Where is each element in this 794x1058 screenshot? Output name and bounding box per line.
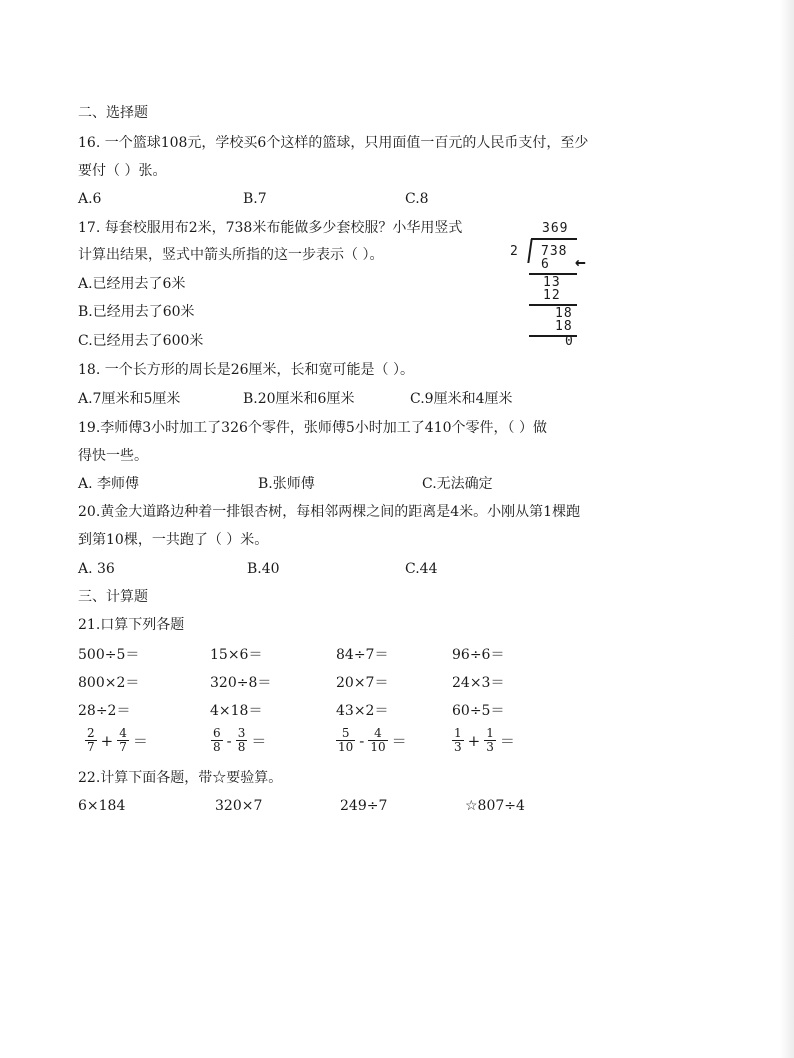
division-remainder: 0 — [565, 334, 574, 349]
q17-option-c: C.已经用去了600米 — [78, 333, 204, 349]
q22-item-1: 6×184 — [78, 798, 126, 814]
calc-r3-c3: 43×2＝ — [336, 703, 389, 719]
fraction: $\frac{4}{10}$ — [370, 726, 386, 754]
division-step-4: 18 — [555, 306, 573, 321]
calc-r1-c4: 96÷6＝ — [452, 647, 505, 663]
calc-r1-c1: 500÷5＝ — [78, 647, 140, 663]
q18-line1: 18. 一个长方形的周长是26厘米，长和宽可能是（ ）。 — [78, 362, 414, 378]
q17-line2: 计算出结果，竖式中箭头所指的这一步表示（ ）。 — [78, 247, 384, 263]
division-step-2: 13 — [543, 275, 561, 290]
calc-r1-c3: 84÷7＝ — [336, 647, 389, 663]
q16-option-a: A.6 — [78, 191, 102, 207]
division-quotient: 369 — [542, 221, 569, 236]
q19-line2: 得快一些。 — [78, 448, 148, 464]
division-bracket — [527, 239, 532, 263]
q19-option-c: C.无法确定 — [422, 476, 493, 492]
division-top-rule — [531, 238, 577, 240]
division-step-1: 6 — [541, 257, 550, 272]
division-divisor: 2 — [510, 244, 519, 259]
calc-r2-c2: 320÷8＝ — [210, 675, 272, 691]
section-title-choice: 二、选择题 — [78, 105, 148, 121]
q21-title: 21.口算下列各题 — [78, 617, 185, 633]
calc-r3-c1: 28÷2＝ — [78, 703, 131, 719]
q16-option-c: C.8 — [405, 191, 429, 207]
q17-option-a: A.已经用去了6米 — [78, 276, 186, 292]
fraction: $\frac{3}{8}$ — [237, 726, 246, 754]
division-step-3: 12 — [543, 288, 561, 303]
q22-title: 22.计算下面各题，带☆要验算。 — [78, 770, 283, 786]
division-step-5: 18 — [555, 319, 573, 334]
fraction: $\frac{1}{3}$ — [454, 726, 462, 754]
q17-option-b: B.已经用去了60米 — [78, 304, 195, 320]
q22-item-3: 249÷7 — [340, 798, 388, 814]
q16-line2: 要付（ ）张。 — [78, 163, 167, 179]
q16-line1: 16. 一个篮球108元，学校买6个这样的篮球，只用面值一百元的人民币支付，至少 — [78, 135, 589, 151]
q20-option-c: C.44 — [405, 561, 438, 577]
fraction: $\frac{4}{7}$ — [119, 726, 127, 754]
calc-r3-c2: 4×18＝ — [210, 703, 263, 719]
division-arrow-icon: ← — [575, 252, 587, 273]
q19-option-a: A. 李师傅 — [78, 476, 140, 492]
calc-r3-c4: 60÷5＝ — [452, 703, 505, 719]
section-title-calc: 三、计算题 — [78, 589, 148, 605]
fraction-expr-3: $\frac{5}{10}$ - $\frac{4}{10}$ ＝ — [338, 726, 407, 754]
fraction: $\frac{6}{8}$ — [213, 726, 221, 754]
fraction: $\frac{5}{10}$ — [338, 726, 354, 754]
calc-r2-c3: 20×7＝ — [336, 675, 389, 691]
q19-line1: 19.李师傅3小时加工了326个零件，张师傅5小时加工了410个零件，（ ）做 — [78, 420, 547, 436]
fraction-expr-1: $\frac{2}{7}$ + $\frac{4}{7}$ ＝ — [87, 726, 148, 754]
fraction: $\frac{1}{3}$ — [486, 726, 494, 754]
page-edge-shadow — [780, 0, 794, 1058]
q19-option-b: B.张师傅 — [258, 476, 315, 492]
q17-line1: 17. 每套校服用布2米，738米布能做多少套校服？小华用竖式 — [78, 220, 463, 236]
q20-option-a: A. 36 — [78, 561, 115, 577]
q20-option-b: B.40 — [247, 561, 280, 577]
calc-r1-c2: 15×6＝ — [210, 647, 263, 663]
fraction: $\frac{2}{7}$ — [87, 726, 95, 754]
q22-item-4: ☆807÷4 — [465, 798, 525, 814]
long-division-figure — [505, 218, 625, 350]
q22-item-2: 320×7 — [215, 798, 263, 814]
calc-r2-c1: 800×2＝ — [78, 675, 140, 691]
q18-option-b: B.20厘米和6厘米 — [243, 391, 355, 407]
q18-option-a: A.7厘米和5厘米 — [78, 391, 181, 407]
division-dividend: 738 — [541, 244, 568, 259]
fraction-expr-4: $\frac{1}{3}$ + $\frac{1}{3}$ ＝ — [454, 726, 515, 754]
fraction-expr-2: $\frac{6}{8}$ - $\frac{3}{8}$ ＝ — [213, 726, 267, 754]
calc-r2-c4: 24×3＝ — [452, 675, 505, 691]
q16-option-b: B.7 — [243, 191, 267, 207]
q18-option-c: C.9厘米和4厘米 — [410, 391, 513, 407]
q20-line1: 20.黄金大道路边种着一排银杏树，每相邻两棵之间的距离是4米。小刚从第1棵跑 — [78, 504, 581, 520]
q20-line2: 到第10棵，一共跑了（ ）米。 — [78, 532, 269, 548]
